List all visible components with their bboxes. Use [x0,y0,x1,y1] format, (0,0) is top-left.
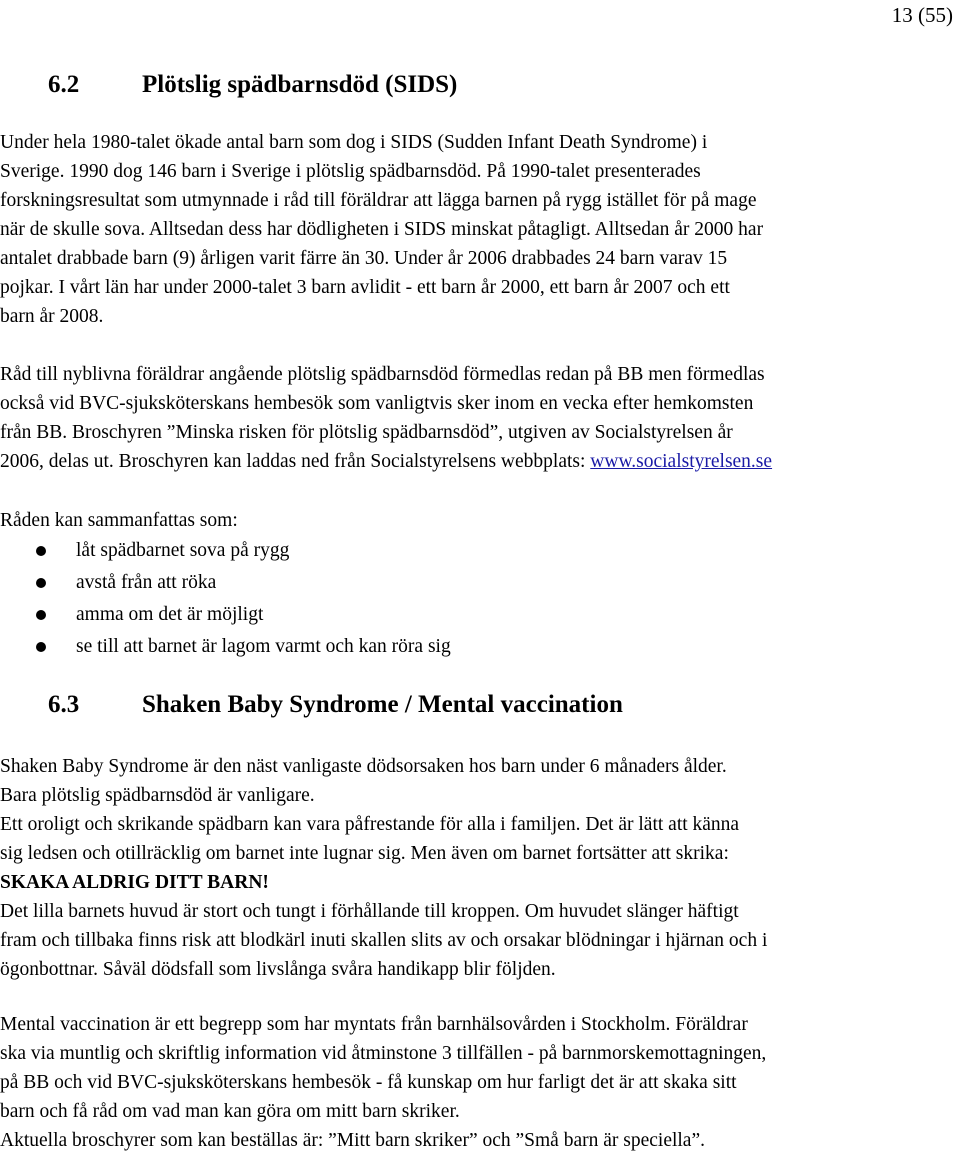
bullet-icon [36,546,46,556]
text-line: Ett oroligt och skrikande spädbarn kan vara påfrestande för alla i familjen. Det är lätt att känna [0,814,740,835]
text-line: Mental vaccination är ett begrepp som har myntats från barnhälsovården i Stockholm. Föräldrar [0,1014,748,1035]
section-title: Shaken Baby Syndrome / Mental vaccination [142,691,623,718]
text-line: sig ledsen och otillräcklig om barnet inte lugnar sig. Men även om barnet fortsätter att skrika: [0,843,729,864]
text-line: Aktuella broschyrer som kan beställas är: ”Mitt barn skriker” och ”Små barn är speciella”. [0,1130,705,1151]
section-number: 6.2 [48,71,80,98]
shaken-baby-paragraph [0,752,960,984]
text-line: barn år 2008. [0,306,104,327]
text-line: fram och tillbaka finns risk att blodkärl inuti skallen slits av och orsakar blödningar i hjärnan och i [0,930,768,951]
socialstyrelsen-link[interactable]: www.socialstyrelsen.se [590,451,773,472]
text-line: när de skulle sova. Alltsedan dess har dödligheten i SIDS minskat påtagligt. Alltsedan år 2000 har [0,219,764,240]
text-line: Under hela 1980-talet ökade antal barn som dog i SIDS (Sudden Infant Death Syndrome) i [0,132,708,153]
text-line: ska via muntlig och skriftlig information vid åtminstone 3 tillfällen - på barnmorskemottagningen, [0,1043,767,1064]
text-line [0,447,960,476]
text-line: Shaken Baby Syndrome är den näst vanligaste dödsorsaken hos barn under 6 månaders ålder. [0,756,727,777]
text-line: Det lilla barnets huvud är stort och tungt i förhållande till kroppen. Om huvudet slänger häftigt [0,901,739,922]
bullet-icon [36,578,46,588]
text-line: från BB. Broschyren ”Minska risken för plötslig spädbarnsdöd”, utgiven av Socialstyrelsen år [0,422,733,443]
section-number: 6.3 [48,691,80,718]
text-fragment: 2006, delas ut. Broschyren kan laddas ned från Socialstyrelsens webbplats: [0,451,591,472]
text-line: pojkar. I vårt län har under 2000-talet 3 barn avlidit - ett barn år 2000, ett barn år 2007 och ett [0,277,730,298]
text-line: Råd till nyblivna föräldrar angående plötslig spädbarnsdöd förmedlas redan på BB men förmedlas [0,364,765,385]
bullet-icon [36,610,46,620]
list-item-text: avstå från att röka [76,572,217,593]
advice-paragraph [0,360,960,476]
section-title: Plötslig spädbarnsdöd (SIDS) [142,71,458,98]
text-line: Bara plötslig spädbarnsdöd är vanligare. [0,785,315,806]
bullet-icon [36,642,46,652]
page-number: 13 (55) [891,3,953,27]
text-line: ögonbottnar. Såväl dödsfall som livslånga svåra handikapp blir följden. [0,959,556,980]
section-6-3-heading [48,690,623,720]
sids-paragraph [0,128,960,331]
text-line: forskningsresultat som utmynnade i råd till föräldrar att lägga barnen på rygg istället för på mage [0,190,757,211]
text-line: Sverige. 1990 dog 146 barn i Sverige i plötslig spädbarnsdöd. På 1990-talet presenterades [0,161,701,182]
warning-text: SKAKA ALDRIG DITT BARN! [0,872,269,893]
text-line: på BB och vid BVC-sjuksköterskans hembesök - få kunskap om hur farligt det är att skaka sitt [0,1072,737,1093]
mental-vaccination-paragraph [0,1010,960,1155]
text-line: Råden kan sammanfattas som: [0,510,238,531]
text-line: också vid BVC-sjuksköterskans hembesök som vanligtvis sker inom en vecka efter hemkomsten [0,393,754,414]
list-item-text: se till att barnet är lagom varmt och kan röra sig [76,636,451,657]
section-6-2-heading [48,70,457,100]
list-item-text: amma om det är möjligt [76,604,264,625]
list-item-text: låt spädbarnet sova på rygg [76,540,290,561]
text-line: antalet drabbade barn (9) årligen varit färre än 30. Under år 2006 drabbades 24 barn varav 15 [0,248,728,269]
advice-intro [0,506,960,535]
text-line: barn och få råd om vad man kan göra om mitt barn skriker. [0,1101,460,1122]
